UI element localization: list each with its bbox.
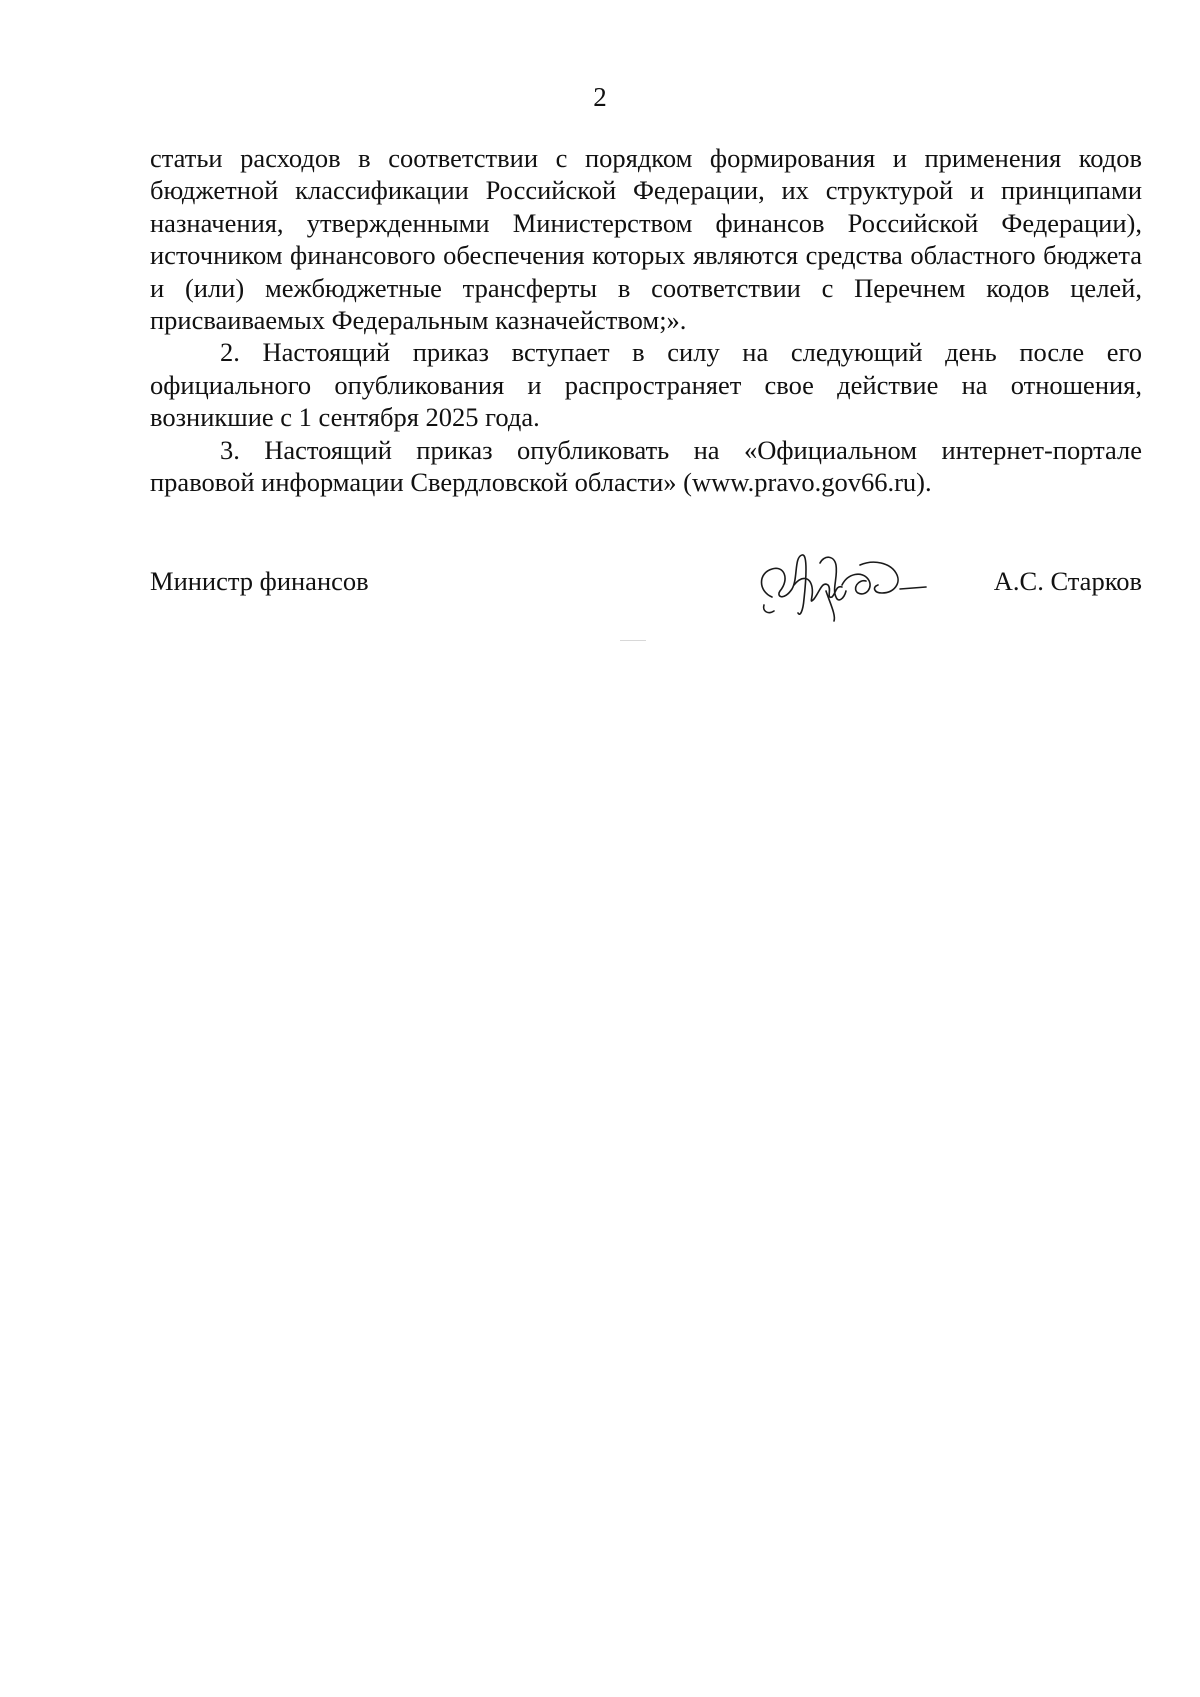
document-body (150, 142, 1142, 498)
paragraph-item-3: 3. Настоящий приказ опубликовать на «Официальном интернет-портале правовой информации Свердловской области» (www.pravo.gov66.ru). (150, 434, 1142, 498)
scan-speck (620, 640, 646, 641)
signature-block (150, 545, 1142, 635)
signer-name: А.С. Старков (993, 566, 1142, 596)
paragraph-item-2: 2. Настоящий приказ вступает в силу на следующий день после его официального опубликования и распространяет свое действие на отношения, возникшие с 1 сентября 2025 года. (150, 337, 1142, 433)
page-number: 2 (593, 82, 607, 112)
paragraph-continuation: статьи расходов в соответствии с порядком формирования и применения кодов бюджетной классификации Российской Федерации, их структурой и принципами назначения, утвержденными Министерством финансов Российской Федерации), источником финансового обеспечения которых являются средства областного бюджета и (или) межбюджетные трансферты в соответствии с Перечнем кодов целей, присваиваемых Федеральным казначейством;». (150, 143, 1142, 336)
handwritten-signature (750, 545, 940, 625)
signer-title: Министр финансов (150, 566, 369, 596)
